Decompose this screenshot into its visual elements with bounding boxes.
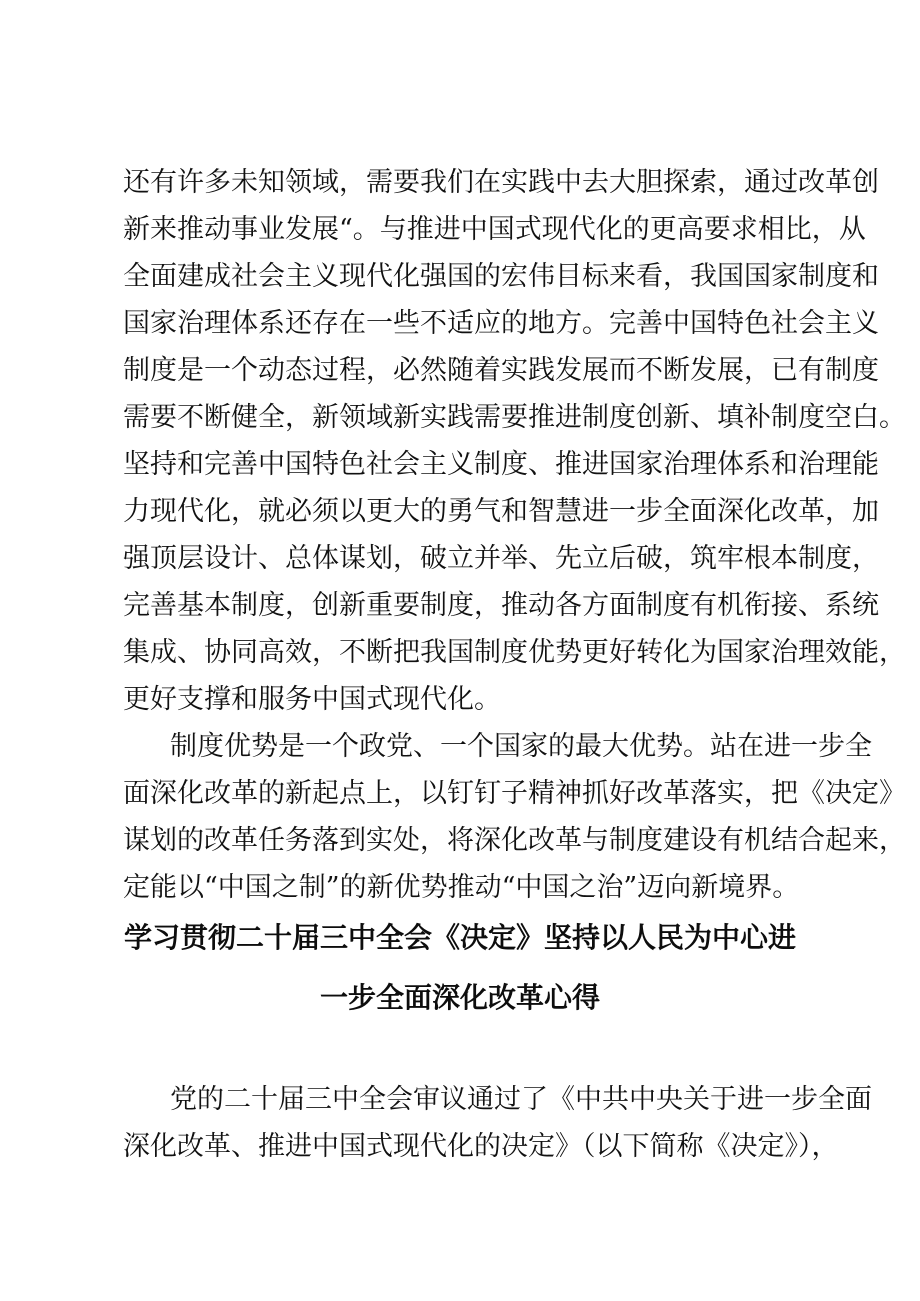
text-line: 国家治理体系还存在一些不适应的地方。完善中国特色社会主义 <box>123 308 879 339</box>
text-line: 需要不断健全，新领域新实践需要推进制度创新、填补制度空白。 <box>123 402 906 433</box>
text-line: 还有许多未知领域，需要我们在实践中去大胆探索，通过改革创 <box>123 167 879 198</box>
text-line: 深化改革、推进中国式现代化的决定》（以下简称《决定》）， <box>123 1131 839 1162</box>
text-line: 定能以“中国之制”的新优势推动“中国之治”迈向新境界。 <box>123 872 800 903</box>
text-line: 集成、协同高效，不断把我国制度优势更好转化为国家治理效能， <box>123 637 906 668</box>
text-line: 坚持和完善中国特色社会主义制度、推进国家治理体系和治理能 <box>123 449 879 480</box>
text-line: 全面建成社会主义现代化强国的宏伟目标来看，我国国家制度和 <box>123 261 879 292</box>
article-title-line-1: 学习贯彻二十届三中全会《决定》坚持以人民为中心进 <box>123 921 796 954</box>
text-line: 制度优势是一个政党、一个国家的最大优势。站在进一步全 <box>170 731 872 762</box>
text-line: 更好支撑和服务中国式现代化。 <box>123 684 501 715</box>
text-line: 面深化改革的新起点上，以钉钉子精神抓好改革落实，把《决定》 <box>123 778 906 809</box>
text-line: 制度是一个动态过程，必然随着实践发展而不断发展，已有制度 <box>123 355 879 386</box>
text-line: 完善基本制度，创新重要制度，推动各方面制度有机衔接、系统 <box>123 590 879 621</box>
text-line: 强顶层设计、总体谋划，破立并举、先立后破，筑牢根本制度， <box>123 543 879 574</box>
text-line: 新来推动事业发展“。与推进中国式现代化的更高要求相比，从 <box>123 214 866 245</box>
text-line: 谋划的改革任务落到实处，将深化改革与制度建设有机结合起来， <box>123 825 906 856</box>
text-line: 力现代化，就必须以更大的勇气和智慧进一步全面深化改革，加 <box>123 496 879 527</box>
text-line: 党的二十届三中全会审议通过了《中共中央关于进一步全面 <box>170 1084 872 1115</box>
article-title-line-2: 一步全面深化改革心得 <box>319 981 600 1014</box>
